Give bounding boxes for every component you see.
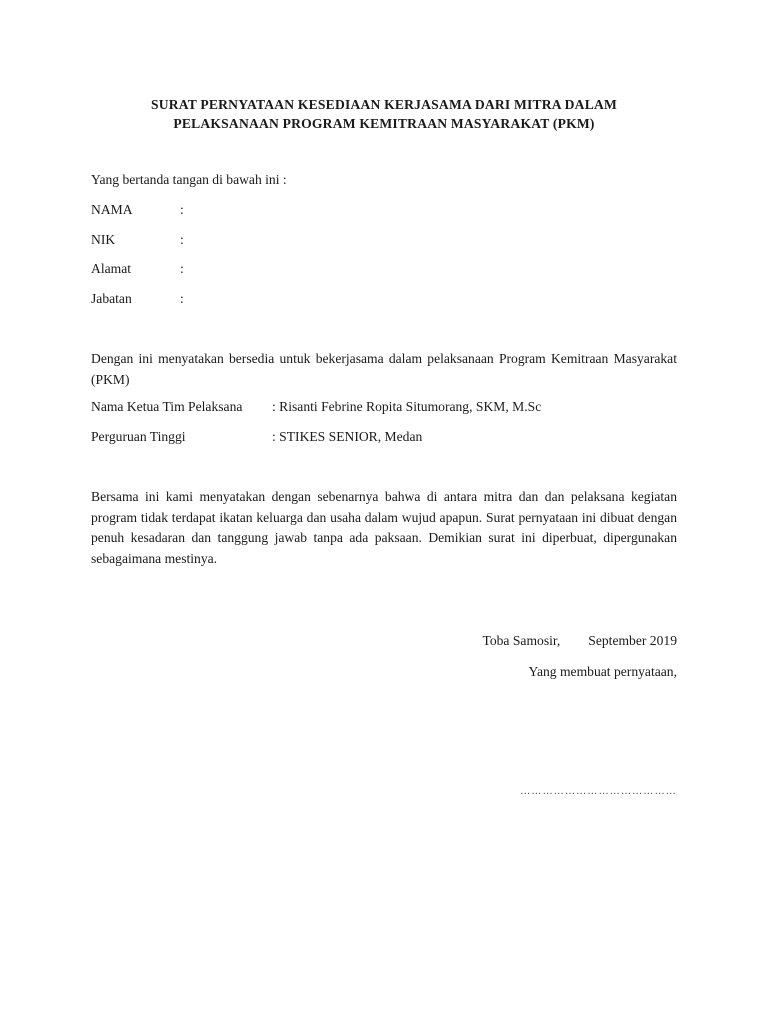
field-alamat: [91, 261, 184, 277]
field-label: Alamat: [91, 261, 132, 276]
title-line-1: SURAT PERNYATAAN KESEDIAAN KERJASAMA DARI MITRA DALAM: [150, 97, 618, 112]
field-nik: [91, 232, 184, 248]
title-line-2: PELAKSANAAN PROGRAM KEMITRAAN MASYARAKAT (PKM): [173, 116, 595, 131]
signature-maker: Yang membuat pernyataan,: [528, 664, 677, 679]
team-leader-value: : Risanti Febrine Ropita Situmorang, SKM, M.Sc: [272, 399, 542, 414]
university-label: Perguruan Tinggi: [91, 429, 186, 444]
field-sep: :: [180, 291, 184, 306]
place: Toba Samosir,: [482, 633, 561, 648]
field-label: NIK: [91, 232, 116, 247]
field-nama: [91, 202, 184, 218]
field-label: Jabatan: [91, 291, 132, 306]
field-sep: :: [180, 202, 184, 217]
field-sep: :: [180, 261, 184, 276]
field-jabatan: [91, 291, 184, 307]
document-title: [90, 95, 678, 133]
field-label: NAMA: [91, 202, 133, 217]
team-leader-row: [91, 399, 541, 415]
closing-paragraph: Bersama ini kami menyatakan dengan sebenarnya bahwa di antara mitra dan dan pelaksana kegiatan program tidak terdapat ikatan keluarga dan usaha dalam wujud apapun. Surat pernyataan ini dibuat dengan penuh kesadaran dan tanggung jawab tanpa ada paksaan. Demikian surat ini diperbuat, dipergunakan sebagaimana mestinya.: [91, 489, 677, 566]
statement-paragraph: Dengan ini menyatakan bersedia untuk bekerjasama dalam pelaksanaan Program Kemitraan Masyarakat (PKM): [91, 351, 677, 387]
field-sep: :: [180, 232, 184, 247]
place-date: [482, 633, 677, 649]
intro-text: Yang bertanda tangan di bawah ini :: [91, 172, 287, 187]
team-leader-label: Nama Ketua Tim Pelaksana: [91, 399, 243, 414]
university-row: [91, 429, 422, 445]
university-value: : STIKES SENIOR, Medan: [272, 429, 423, 444]
signature-line: ……………………………………: [520, 786, 677, 797]
date: September 2019: [588, 633, 677, 648]
